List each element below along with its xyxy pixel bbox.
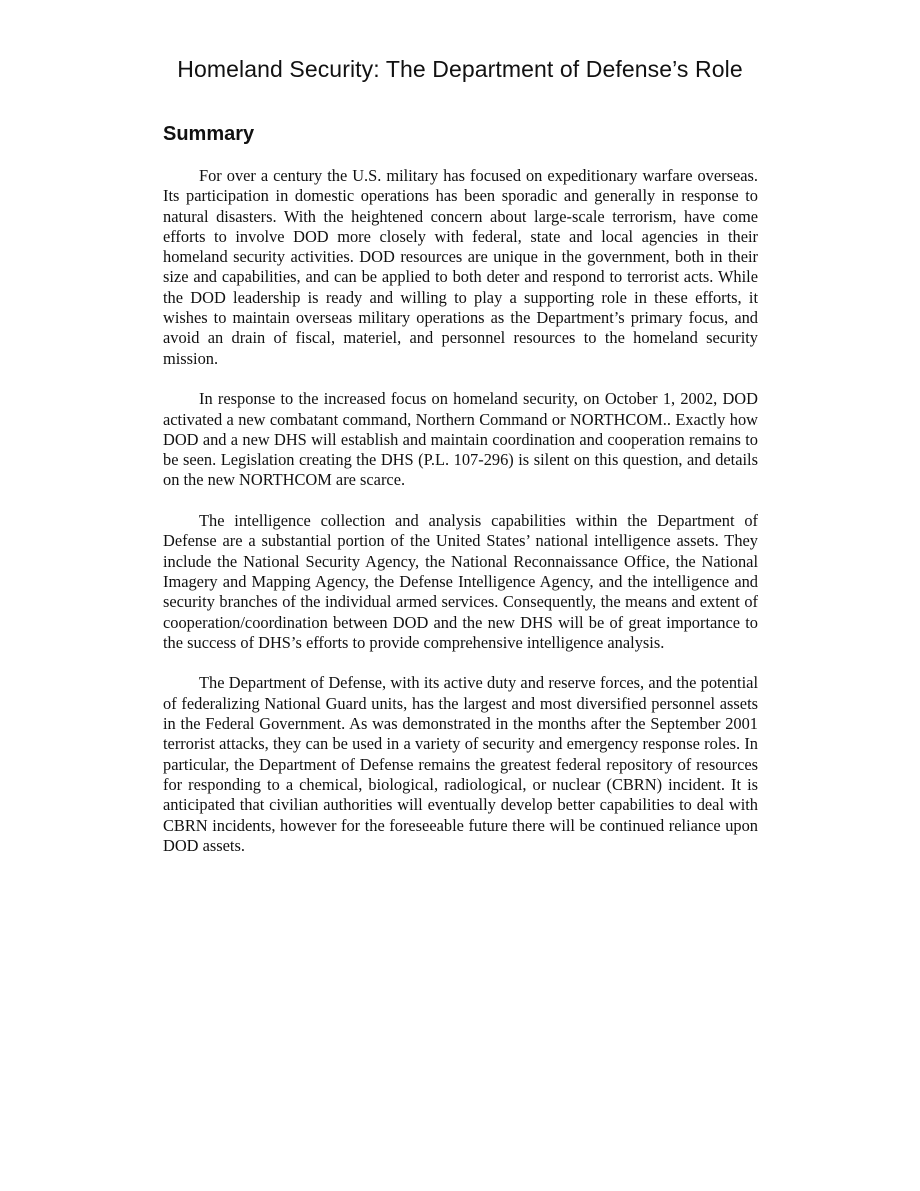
summary-paragraph: For over a century the U.S. military has focused on expeditionary warfare overseas. Its participation in domestic operations has been sporadic and generally in response to natural disasters. With the heightened concern about large-scale terrorism, have come efforts to involve DOD more closely with federal, state and local agencies in their homeland security activities. DOD resources are unique in the government, both in their size and capabilities, and can be applied to both deter and respond to terrorist acts. While the DOD leadership is ready and willing to play a supporting role in these efforts, it wishes to maintain overseas military operations as the Department’s primary focus, and avoid an drain of fiscal, materiel, and personnel resources to the homeland security mission. xyxy=(163,166,758,368)
summary-paragraph: The intelligence collection and analysis capabilities within the Department of Defense are a substantial portion of the United States’ national intelligence assets. They include the National Security Agency, the National Reconnaissance Office, the National Imagery and Mapping Agency, the Defense Intelligence Agency, and the intelligence and security branches of the individual armed services. Consequently, the means and extent of cooperation/coordination between DOD and the new DHS will be of great importance to the success of DHS’s efforts to provide comprehensive intelligence analysis. xyxy=(163,511,758,652)
section-heading: Summary xyxy=(163,123,255,145)
summary-paragraph: The Department of Defense, with its active duty and reserve forces, and the potential of federalizing National Guard units, has the largest and most diversified personnel assets in the Federal Government. As was demonstrated in the months after the September 2001 terrorist attacks, they can be used in a variety of security and emergency response roles. In particular, the Department of Defense remains the greatest federal repository of resources for responding to a chemical, biological, radiological, or nuclear (CBRN) incident. It is anticipated that civilian authorities will eventually develop better capabilities to deal with CBRN incidents, however for the foreseeable future there will be continued reliance upon DOD assets. xyxy=(163,673,758,855)
document-title: Homeland Security: The Department of Defense’s Role xyxy=(177,56,743,82)
summary-paragraph: In response to the increased focus on homeland security, on October 1, 2002, DOD activated a new combatant command, Northern Command or NORTHCOM.. Exactly how DOD and a new DHS will establish and maintain coordination and cooperation remains to be seen. Legislation creating the DHS (P.L. 107-296) is silent on this question, and details on the new NORTHCOM are scarce. xyxy=(163,389,758,490)
summary-body xyxy=(163,166,758,876)
